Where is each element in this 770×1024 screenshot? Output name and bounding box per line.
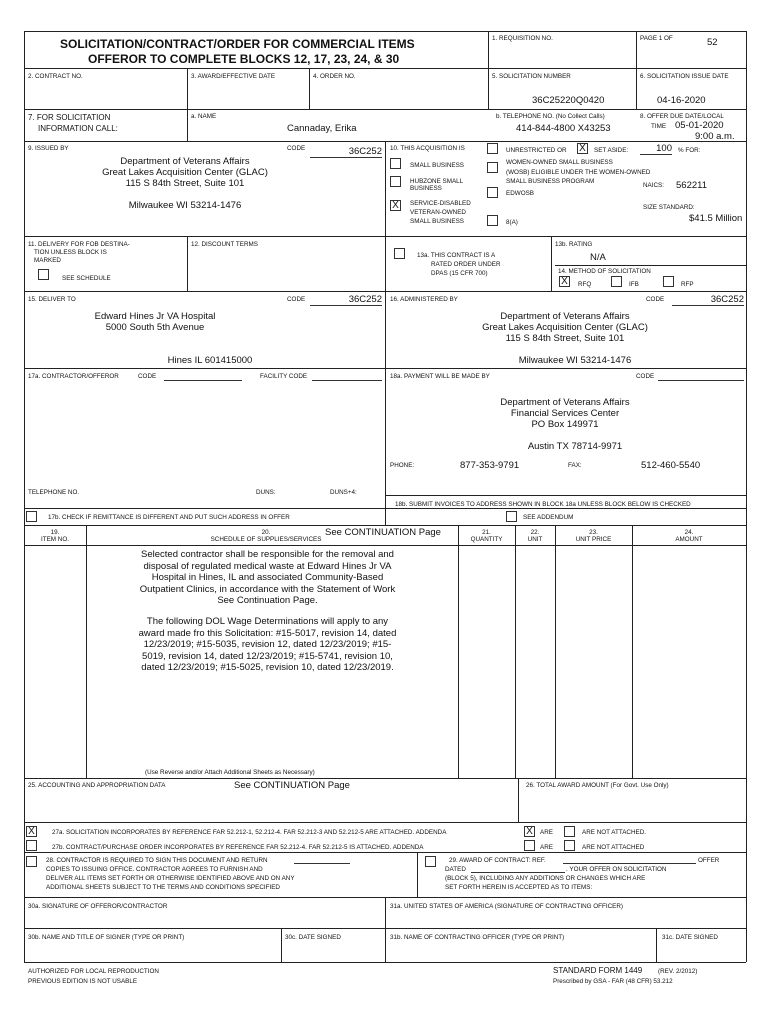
time-label: TIME [651,123,667,130]
remittance-label: 17b. CHECK IF REMITTANCE IS DIFFERENT AND PUT SUCH ADDRESS IN OFFER [48,514,290,521]
8a-checkbox[interactable] [487,215,498,226]
payment-by-line3: PO Box 149971 [531,419,599,430]
order-no-label: 4. ORDER NO. [313,73,356,80]
rated-order-label-3: DPAS (15 CFR 700) [431,270,488,277]
solicitation-number-label: 5. SOLICITATION NUMBER [492,73,571,80]
col-unit-num: 22. [530,529,540,536]
duns-label: DUNS: [256,489,276,496]
deliver-to-code: 36C252 [310,294,382,306]
rfp-checkbox[interactable] [663,276,674,287]
sdvosb-label-2: VETERAN-OWNED [410,209,466,216]
27a-not-attached-checkbox[interactable] [564,826,575,837]
ifb-label: IFB [629,281,639,288]
edwosb-checkbox[interactable] [487,187,498,198]
administered-by-line2: Great Lakes Acquisition Center (GLAC) [482,322,648,333]
payment-phone: 877-353-9791 [460,460,520,471]
previous-edition: PREVIOUS EDITION IS NOT USABLE [28,978,138,985]
administered-by-label: 16. ADMINISTERED BY [390,296,458,303]
offeror-signature-label: 30a. SIGNATURE OF OFFEROR/CONTRACTOR [28,903,168,910]
deliver-to-code-label: CODE [287,296,306,303]
29-checkbox[interactable] [425,856,436,867]
issue-date-label: 6. SOLICITATION ISSUE DATE [640,73,729,80]
offer-due-time: 9:00 a.m. [695,131,735,142]
small-business-checkbox[interactable] [390,158,401,169]
payment-fax: 512-460-5540 [641,460,701,471]
payment-by-line1: Department of Veterans Affairs [500,397,630,408]
payment-by-line4: Austin TX 78714-9971 [527,441,623,452]
naics-label: NAICS: [643,182,664,189]
payment-phone-label: PHONE: [390,462,415,469]
deliver-to-line1: Edward Hines Jr VA Hospital [94,311,216,322]
contractor-code-field[interactable] [164,370,242,381]
deliver-to-label: 15. DELIVER TO [28,296,76,303]
payment-fax-label: FAX: [568,462,582,469]
29-offer: OFFER [698,857,720,864]
hubzone-label-2: BUSINESS [410,185,442,192]
hubzone-label-1: HUBZONE SMALL [410,178,464,185]
28-line1: 28. CONTRACTOR IS REQUIRED TO SIGN THIS DOCUMENT AND RETURN [46,857,268,864]
schedule-description: Selected contractor shall be responsible for the removal and disposal of regulated medical waste at Edward Hines Jr VA Hospital in Hines, IL and associated Community-Based Outpatient Clinics, in accordance with the Statement of Work See Continuation Page. [139,549,396,606]
see-addendum-label: SEE ADDENDUM [523,514,574,521]
col-amount: AMOUNT [675,536,703,543]
accounting-see-continuation: See CONTINUATION Page [234,780,350,791]
wage-determinations: The following DOL Wage Determinations will apply to any award made fro this Solicitation: #15-5017, revision 14, dated 12/23/2019; #15-5035, revision 12, dated 12/23/2019; #15-5019, revision 14, dated 12/23/2019; #15-5741, revision 10, dated 12/23/2019; #15-5025, revision 10, dated 12/23/2019. [138,616,397,673]
issued-by-label: 9. ISSUED BY [28,145,69,152]
28-checkbox[interactable] [26,856,37,867]
schedule-see-continuation: See CONTINUATION Page [325,527,441,538]
duns4-label: DUNS+4: [330,489,357,496]
payment-code-label: CODE [636,373,655,380]
prescribed-by: Prescribed by GSA - FAR (48 CFR) 53.212 [553,978,673,985]
contract-no-label: 2. CONTRACT NO. [28,73,83,80]
reverse-note: (Use Reverse and/or Attach Additional Sheets as Necessary) [145,769,315,776]
payment-by-label: 18a. PAYMENT WILL BE MADE BY [390,373,490,380]
27b-not-attached-label: ARE NOT ATTACHED [582,844,645,851]
27b-not-attached-checkbox[interactable] [564,840,575,851]
wosb-checkbox[interactable] [487,162,498,173]
sdvosb-label-3: SMALL BUSINESS [410,218,465,225]
co-signature-label: 31a. UNITED STATES OF AMERICA (SIGNATURE OF CONTRACTING OFFICER) [390,903,624,910]
wosb-label-1: WOMEN-OWNED SMALL BUSINESS [506,159,613,166]
administered-by-code: 36C252 [672,294,744,306]
contractor-label: 17a. CONTRACTOR/OFFEROR [28,373,119,380]
accounting-label: 25. ACCOUNTING AND APPROPRIATION DATA [28,782,166,789]
co-date-label: 31c. DATE SIGNED [662,934,718,941]
issued-by-line2: Great Lakes Acquisition Center (GLAC) [102,167,268,178]
ifb-checkbox[interactable] [611,276,622,287]
discount-terms-label: 12. DISCOUNT TERMS [191,241,258,248]
28-copies-field[interactable] [294,856,350,864]
rfq-checkbox[interactable]: X [559,276,570,287]
contractor-code-label: CODE [138,373,157,380]
29-line1: 29. AWARD OF CONTRACT: REF. [449,857,546,864]
27b-are-label: ARE [540,844,553,851]
page-total: 52 [707,37,718,48]
delivery-fob-label-1: 11. DELIVERY FOR FOB DESTINA- [28,241,130,248]
size-standard-label: SIZE STANDARD: [643,204,695,211]
naics-code: 562211 [676,180,707,191]
issued-by-code: 36C252 [310,146,382,158]
28-line2: COPIES TO ISSUING OFFICE. CONTRACTOR AGREES TO FURNISH AND [46,866,263,873]
see-addendum-checkbox[interactable] [506,511,517,522]
unrestricted-checkbox[interactable] [487,143,498,154]
rated-order-checkbox[interactable] [394,248,405,259]
payment-by-line2: Financial Services Center [510,408,620,419]
col-unit-price-num: 23. [589,529,598,536]
rating-label: 13b. RATING [555,241,593,248]
deliver-to-line3: Hines IL 601415000 [167,355,253,366]
delivery-fob-label-3: MARKED [34,257,61,264]
27b-are-checkbox[interactable] [524,840,535,851]
col-quantity: QUANTITY [470,536,503,543]
27a-label: 27a. SOLICITATION INCORPORATES BY REFERENCE FAR 52.212-1, 52.212-4. FAR 52.212-3 AND 52.212-5 ARE ATTACHED. ADDENDA [52,829,447,836]
form-subtitle: OFFEROR TO COMPLETE BLOCKS 12, 17, 23, 24, & 30 [88,52,400,66]
wosb-label-2: (WOSB) ELIGIBLE UNDER THE WOMEN-OWNED [506,169,651,176]
col-unit: UNIT [527,536,543,543]
small-business-label: SMALL BUSINESS [410,162,465,169]
edwosb-label: EDWOSB [506,190,534,197]
offer-due-date: 05-01-2020 [675,120,724,131]
offeror-date-label: 30c. DATE SIGNED [285,934,341,941]
form-title: SOLICITATION/CONTRACT/ORDER FOR COMMERCIAL ITEMS [60,37,415,51]
percent-for-label: % FOR: [678,147,701,154]
facility-code-field[interactable] [312,370,382,381]
col-schedule: SCHEDULE OF SUPPLIES/SERVICES [210,536,322,543]
set-aside-checkbox[interactable]: X [577,143,588,154]
solicitation-number: 36C25220Q0420 [532,95,605,106]
29-line3: (BLOCK 5), INCLUDING ANY ADDITIONS OR CHANGES WHICH ARE [445,875,646,882]
29-dated: DATED [445,866,466,873]
acquisition-label: 10. THIS ACQUISITION IS [390,145,465,152]
page-label: PAGE 1 OF [640,35,673,42]
col-item-no: ITEM NO. [41,536,69,543]
award-date-label: 3. AWARD/EFFECTIVE DATE [191,73,276,80]
contact-telephone: 414-844-4800 X43253 [516,123,611,134]
telephone-label: b. TELEPHONE NO. (No Collect Calls) [496,113,605,120]
col-quantity-num: 21. [482,529,491,536]
8a-label: 8(A) [506,219,518,226]
set-aside-percent: 100 [640,143,672,155]
contractor-telephone-label: TELEPHONE NO. [28,489,80,496]
29-ref-field[interactable] [563,856,696,864]
submit-invoices-label: 18b. SUBMIT INVOICES TO ADDRESS SHOWN IN BLOCK 18a UNLESS BLOCK BELOW IS CHECKED [395,501,691,508]
information-call-label: INFORMATION CALL: [38,124,118,133]
issued-by-line3: 115 S 84th Street, Suite 101 [125,178,245,189]
facility-code-label: FACILITY CODE [260,373,308,380]
contact-name: Cannaday, Erika [287,123,357,134]
29-line2: . YOUR OFFER ON SOLICITATION [566,866,667,873]
form-revision: (REV. 2/2012) [658,968,698,975]
27b-label: 27b. CONTRACT/PURCHASE ORDER INCORPORATES BY REFERENCE FAR 52.212-4. FAR 52.212-5 IS ATTACHED. ADDENDA [52,844,424,851]
total-award-label: 26. TOTAL AWARD AMOUNT (For Govt. Use Only) [526,782,669,789]
offer-due-label: 8. OFFER DUE DATE/LOCAL [640,113,724,120]
rated-order-label-1: 13a. THIS CONTRACT IS A [417,252,496,259]
27a-are-label: ARE [540,829,553,836]
deliver-to-line2: 5000 South 5th Avenue [105,322,205,333]
delivery-fob-label-2: TION UNLESS BLOCK IS [34,249,107,256]
rated-order-label-2: RATED ORDER UNDER [431,261,501,268]
unrestricted-label: UNRESTRICTED OR [506,147,567,154]
remittance-different-checkbox[interactable] [26,511,37,522]
standard-form: STANDARD FORM 1449 [553,966,643,975]
issued-by-line4: Milwaukee WI 53214-1476 [128,200,242,211]
for-solicitation-label: 7. FOR SOLICITATION [28,113,111,122]
sdvosb-checkbox[interactable]: X [390,200,401,211]
col-amount-num: 24. [684,529,694,536]
col-unit-price: UNIT PRICE [575,536,612,543]
rating-value: N/A [590,252,606,263]
issue-date: 04-16-2020 [657,95,706,106]
administered-by-code-label: CODE [646,296,665,303]
29-dated-field[interactable] [471,865,565,873]
col-schedule-num: 20. [261,529,271,536]
27a-are-checkbox[interactable]: X [524,826,535,837]
see-schedule-checkbox[interactable] [38,269,49,280]
signer-name-label: 30b. NAME AND TITLE OF SIGNER (TYPE OR PRINT) [28,934,185,941]
size-standard: $41.5 Million [689,213,743,224]
method-of-solicitation-label: 14. METHOD OF SOLICITATION [558,268,651,275]
rfq-label: RFQ [578,281,592,288]
27b-checkbox[interactable] [26,840,37,851]
administered-by-line4: Milwaukee WI 53214-1476 [518,355,632,366]
see-schedule-label: SEE SCHEDULE [62,275,111,282]
rfp-label: RFP [681,281,694,288]
28-line3: DELIVER ALL ITEMS SET FORTH OR OTHERWISE IDENTIFIED ABOVE AND ON ANY [46,875,295,882]
issued-by-code-label: CODE [287,145,306,152]
29-line4: SET FORTH HEREIN IS ACCEPTED AS TO ITEMS: [445,884,593,891]
administered-by-line3: 115 S 84th Street, Suite 101 [505,333,625,344]
issued-by-line1: Department of Veterans Affairs [120,156,250,167]
28-line4: ADDITIONAL SHEETS SUBJECT TO THE TERMS AND CONDITIONS SPECIFIED [46,884,280,891]
co-name-label: 31b. NAME OF CONTRACTING OFFICER (TYPE OR PRINT) [390,934,565,941]
requisition-label: 1. REQUISITION NO. [492,35,553,42]
set-aside-label: SET ASIDE: [594,147,629,154]
authorized-reproduction: AUTHORIZED FOR LOCAL REPRODUCTION [28,968,159,975]
wosb-label-3: SMALL BUSINESS PROGRAM [506,178,595,185]
payment-code-field[interactable] [658,370,744,381]
27a-not-attached-label: ARE NOT ATTACHED. [582,829,647,836]
hubzone-checkbox[interactable] [390,176,401,187]
administered-by-line1: Department of Veterans Affairs [500,311,630,322]
col-item-no-num: 19. [50,529,60,536]
sdvosb-label-1: SERVICE-DISABLED [410,200,471,207]
name-label: a. NAME [191,113,217,120]
27a-checkbox[interactable]: X [26,826,37,837]
